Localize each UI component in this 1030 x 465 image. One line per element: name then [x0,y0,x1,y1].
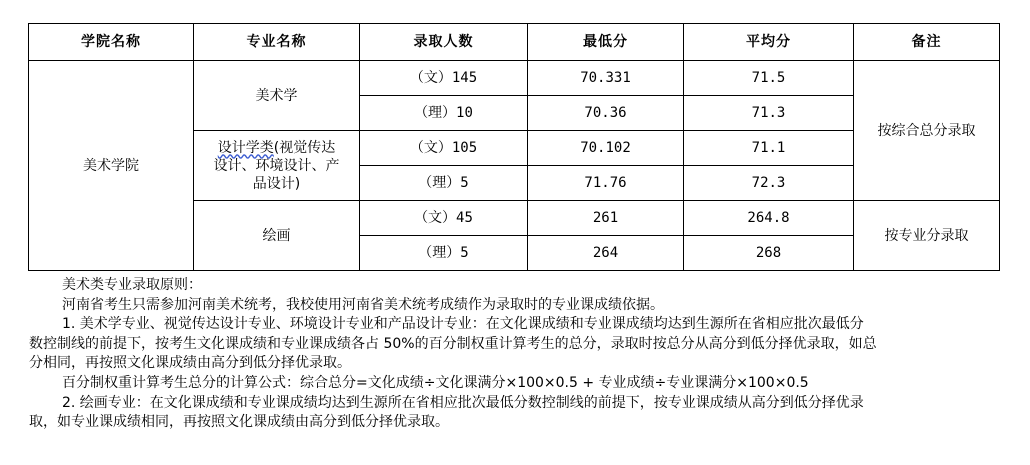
min-score-cell: 70.102 [528,131,684,166]
avg-score-cell: 71.1 [684,131,854,166]
count-cell: （文）145 [360,61,528,96]
header-college: 学院名称 [29,24,194,61]
avg-score-cell: 71.3 [684,96,854,131]
college-cell: 美术学院 [29,61,194,271]
header-admitted-count: 录取人数 [360,24,528,61]
major-fine-arts: 美术学 [194,61,360,131]
design-major-text-1: (视觉传达 [273,139,336,156]
principle-2-line-1: 2. 绘画专业：在文化课成绩和专业课成绩均达到生源所在省相应批次最低分数控制线的前提下，按专业课成绩从高分到低分择优录 [62,394,864,411]
count-cell: （理）5 [360,236,528,271]
header-min-score: 最低分 [528,24,684,61]
avg-score-cell: 71.5 [684,61,854,96]
avg-score-cell: 264.8 [684,201,854,236]
remark-composite: 按综合总分录取 [854,61,1000,201]
principle-1-line-2: 数控制线的前提下，按考生文化课成绩和专业课成绩各占 50%的百分制权重计算考生的总分，录取时按总分从高分到低分择优录取，如总 [29,335,877,352]
header-major: 专业名称 [194,24,360,61]
min-score-cell: 70.331 [528,61,684,96]
count-cell: （文）45 [360,201,528,236]
major-design [194,131,360,201]
principles-title: 美术类专业录取原则： [62,277,202,293]
admission-principles [29,276,1007,433]
design-major-link[interactable]: 设计学类 [217,139,274,156]
principle-2-line-2: 取，如专业课成绩相同，再按照文化课成绩由高分到低分择优录取。 [29,414,449,431]
table-header-row [29,24,1000,61]
design-major-text-3: 品设计) [252,175,301,192]
min-score-cell: 71.76 [528,166,684,201]
remark-professional: 按专业分录取 [854,201,1000,271]
min-score-cell: 70.36 [528,96,684,131]
major-painting: 绘画 [194,201,360,271]
count-cell: （文）105 [360,131,528,166]
count-cell: （理）5 [360,166,528,201]
avg-score-cell: 268 [684,236,854,271]
header-avg-score: 平均分 [684,24,854,61]
formula-line: 百分制权重计算考生总分的计算公式：综合总分=文化成绩÷文化课满分×100×0.5 + 专业成绩÷专业课满分×100×0.5 [62,374,809,391]
header-remarks: 备注 [854,24,1000,61]
min-score-cell: 264 [528,236,684,271]
principle-1-line-3: 分相同，再按照文化课成绩由高分到低分择优录取。 [29,355,351,372]
avg-score-cell: 72.3 [684,166,854,201]
table-row [29,61,1000,96]
count-cell: （理）10 [360,96,528,131]
design-major-text-2: 设计、环境设计、产 [213,157,340,174]
admission-table [28,23,1000,271]
min-score-cell: 261 [528,201,684,236]
principle-henan: 河南省考生只需参加河南美术统考，我校使用河南省美术统考成绩作为录取时的专业课成绩依据。 [62,296,664,313]
principle-1-line-1: 1. 美术学专业、视觉传达设计专业、环境设计专业和产品设计专业：在文化课成绩和专业课成绩均达到生源所在省相应批次最低分 [62,316,864,333]
